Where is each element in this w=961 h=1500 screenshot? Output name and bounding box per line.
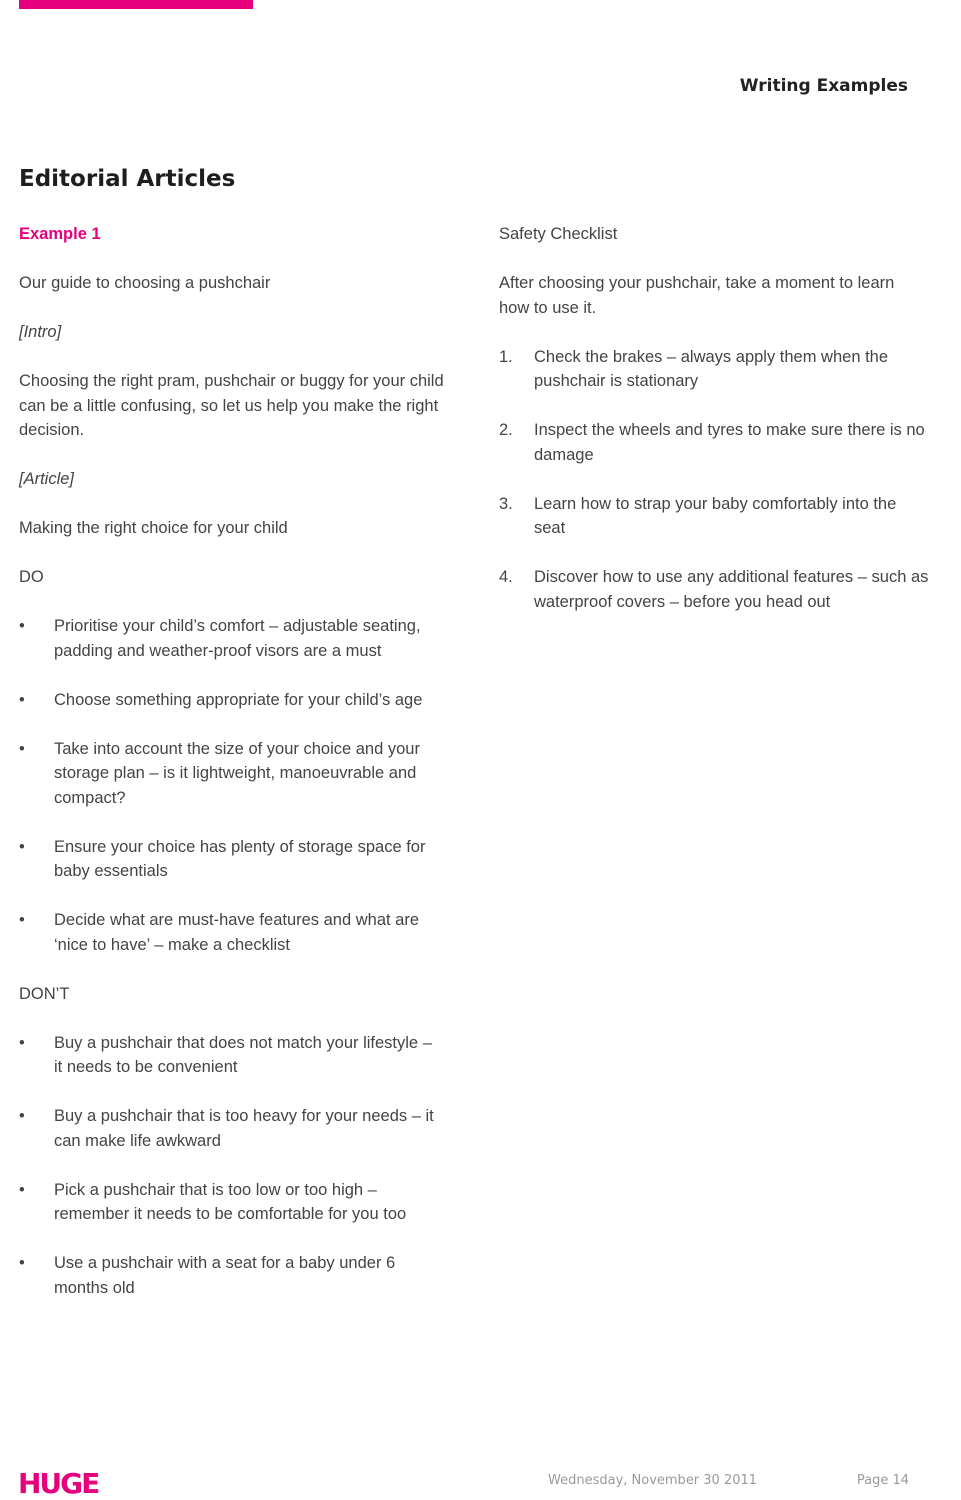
bullet-icon: •	[19, 837, 25, 856]
dont-heading: DON’T	[19, 984, 70, 1003]
list-item	[19, 1251, 444, 1300]
list-item-text: Take into account the size of your choice and your storage plan – is it lightweight, manoeuvrable and compact?	[54, 739, 420, 807]
article-subtitle: Making the right choice for your child	[19, 519, 288, 537]
section-label: Writing Examples	[739, 76, 908, 96]
list-item	[19, 737, 444, 811]
step-text: Discover how to use any additional features – such as waterproof covers – before you head out	[534, 568, 929, 611]
list-item-text: Decide what are must-have features and what are ‘nice to have’ – make a checklist	[54, 911, 420, 954]
bullet-icon: •	[19, 690, 25, 709]
list-item-text: Choose something appropriate for your child’s age	[54, 690, 423, 709]
step-number: 2.	[499, 421, 513, 439]
do-heading: DO	[19, 568, 44, 586]
step-text: Check the brakes – always apply them when the pushchair is stationary	[534, 347, 889, 390]
list-item-text: Use a pushchair with a seat for a baby under 6 months old	[54, 1254, 396, 1297]
list-item-text: Buy a pushchair that is too heavy for your needs – it can make life awkward	[54, 1107, 434, 1150]
list-item	[19, 908, 444, 957]
bullet-icon: •	[19, 739, 25, 758]
bullet-icon: •	[19, 911, 25, 929]
example-heading: Example 1	[19, 225, 101, 243]
list-item	[499, 345, 929, 394]
bullet-icon: •	[19, 1033, 25, 1052]
list-item-text: Pick a pushchair that is too low or too high – remember it needs to be comfortable for you too	[54, 1180, 407, 1223]
list-item	[499, 492, 929, 541]
page-number: Page 14	[856, 1473, 909, 1488]
bullet-icon: •	[19, 617, 25, 635]
do-list	[19, 614, 444, 957]
huge-logo: HUGE	[18, 1467, 99, 1500]
checklist-steps	[499, 345, 929, 615]
list-item-text: Prioritise your child’s comfort – adjustable seating, padding and weather-proof visors are a must	[54, 617, 421, 660]
accent-bar	[19, 0, 253, 9]
list-item-text: Buy a pushchair that does not match your lifestyle – it needs to be convenient	[54, 1033, 432, 1076]
list-item-text: Ensure your choice has plenty of storage space for baby essentials	[54, 837, 426, 880]
list-item	[499, 565, 929, 614]
list-item	[499, 418, 929, 467]
list-item	[19, 835, 444, 884]
list-item	[19, 1178, 444, 1227]
step-text: Learn how to strap your baby comfortably into the seat	[534, 494, 897, 537]
dont-list	[19, 1031, 444, 1301]
step-number: 3.	[499, 494, 513, 513]
bullet-icon: •	[19, 1180, 25, 1199]
list-item	[19, 1031, 444, 1080]
bullet-icon: •	[19, 1254, 25, 1272]
list-item	[19, 1104, 444, 1153]
left-column	[19, 222, 444, 1325]
bullet-icon: •	[19, 1107, 25, 1125]
step-number: 1.	[499, 347, 513, 366]
list-item	[19, 688, 444, 713]
checklist-intro: After choosing your pushchair, take a moment to learn how to use it.	[499, 274, 895, 317]
page-title: Editorial Articles	[19, 166, 236, 192]
step-text: Inspect the wheels and tyres to make sure there is no damage	[534, 421, 925, 464]
intro-text: Choosing the right pram, pushchair or buggy for your child can be a little confusing, so let us help you make the right decision.	[19, 372, 444, 439]
article-title: Our guide to choosing a pushchair	[19, 274, 271, 292]
list-item	[19, 614, 444, 663]
article-tag: [Article]	[19, 470, 75, 488]
right-column	[499, 222, 929, 639]
step-number: 4.	[499, 568, 513, 586]
checklist-title: Safety Checklist	[499, 225, 618, 243]
footer-date: Wednesday, November 30 2011	[548, 1473, 758, 1488]
intro-tag: [Intro]	[19, 323, 62, 341]
